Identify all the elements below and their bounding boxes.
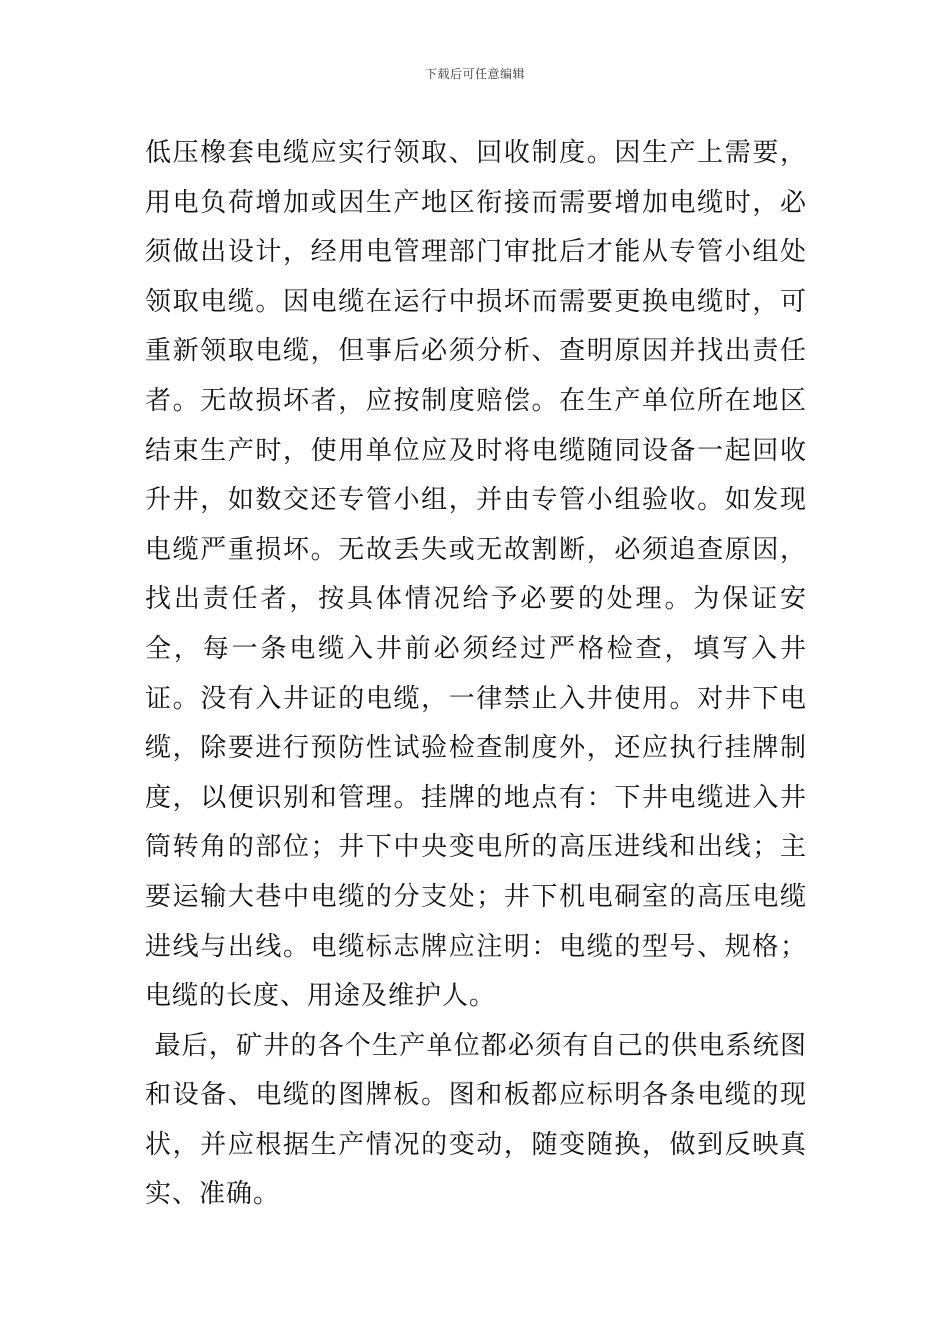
paragraph-cable-management: 低压橡套电缆应实行领取、回收制度。因生产上需要，用电负荷增加或因生产地区衔接而需要增加电缆时，必须做出设计，经用电管理部门审批后才能从专管小组处领取电缆。因电缆在运行中损坏而需要更换电缆时，可重新领取电缆，但事后必须分析、查明原因并找出责任者。无故损坏者，应按制度赔偿。在生产单位所在地区结束生产时，使用单位应及时将电缆随同设备一起回收升井，如数交还专管小组，并由专管小组验收。如发现电缆严重损坏。无故丢失或无故割断，必须追查原因，找出责任者，按具体情况给予必要的处理。为保证安全，每一条电缆入井前必须经过严格检查，填写入井证。没有入井证的电缆，一律禁止入井使用。对井下电缆，除要进行预防性试验检查制度外，还应执行挂牌制度，以便识别和管理。挂牌的地点有：下井电缆进入井筒转角的部位；井下中央变电所的高压进线和出线；主要运输大巷中电缆的分支处；井下机电硐室的高压电缆进线与出线。电缆标志牌应注明：电缆的型号、规格；电缆的长度、用途及维护人。 [145, 138, 807, 1012]
document-body [145, 129, 807, 1220]
paragraph-conclusion: 最后，矿井的各个生产单位都必须有自己的供电系统图和设备、电缆的图牌板。图和板都应标明各条电缆的现状，并应根据生产情况的变动，随变随换，做到反映真实、准确。 [145, 1030, 807, 1210]
header-note: 下载后可任意编辑 [424, 67, 525, 81]
